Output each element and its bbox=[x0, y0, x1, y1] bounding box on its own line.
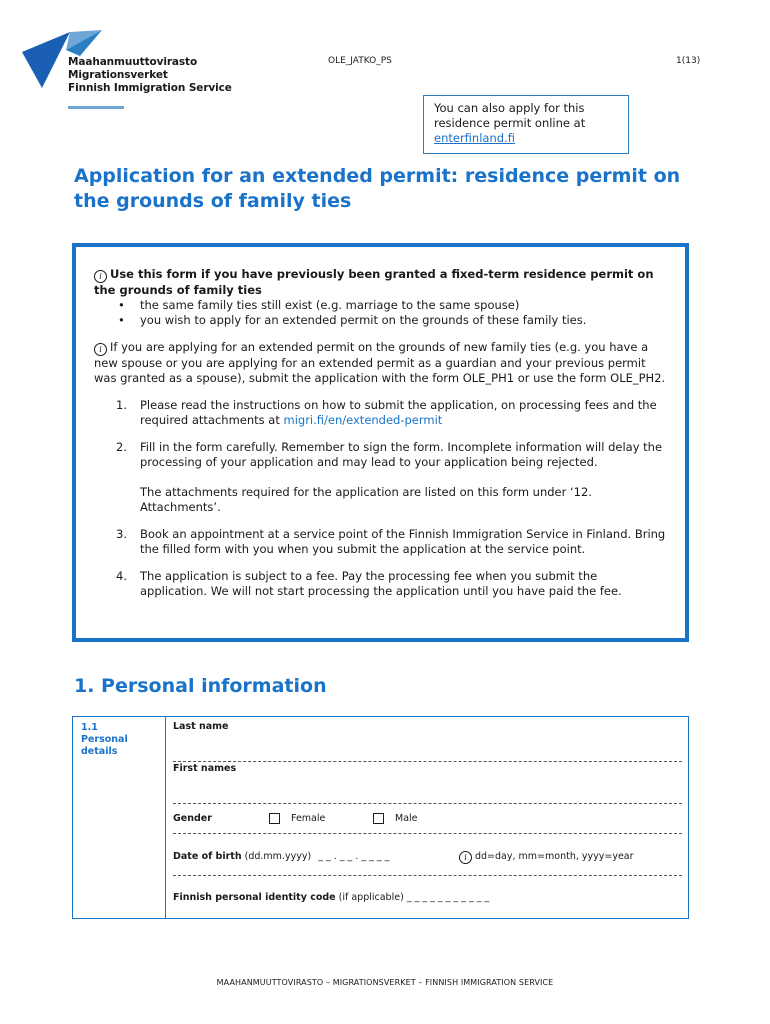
female-checkbox[interactable] bbox=[269, 813, 280, 824]
pid-note: (if applicable) bbox=[338, 892, 404, 903]
step-3: 3. Book an appointment at a service point of the Finnish Immigration Service in Finland. Bring the filled form with you when you submit the application at the service point. bbox=[116, 527, 666, 556]
male-label: Male bbox=[395, 813, 418, 824]
list-item: • the same family ties still exist (e.g. marriage to the same spouse) bbox=[94, 298, 667, 313]
pid-input-mask[interactable]: _ _ _ _ _ _ _ _ _ _ _ bbox=[406, 892, 490, 903]
gender-row bbox=[173, 813, 682, 834]
male-checkbox[interactable] bbox=[373, 813, 384, 824]
page-footer: MAAHANMUUTTOVIRASTO – MIGRATIONSVERKET – FINNISH IMMIGRATION SERVICE bbox=[216, 978, 554, 987]
list-item: • you wish to apply for an extended permit on the grounds of these family ties. bbox=[94, 313, 667, 328]
first-names-label: First names bbox=[173, 763, 237, 774]
personal-details-label: 1.1 Personal details bbox=[73, 717, 166, 918]
page-number: 1(13) bbox=[676, 56, 701, 66]
attachments-note: The attachments required for the application are listed on this form under ‘12. Attachments’. bbox=[140, 485, 592, 514]
agency-name-en: Finnish Immigration Service bbox=[68, 82, 232, 94]
gender-label: Gender bbox=[173, 813, 212, 824]
personal-details-table bbox=[72, 716, 689, 919]
enterfinland-link[interactable]: enterfinland.fi bbox=[434, 131, 515, 145]
migri-extended-permit-link[interactable]: migri.fi/en/extended-permit bbox=[283, 413, 443, 427]
step-4: 4. The application is subject to a fee. Pay the processing fee when you submit the application. We will not start processing the application until you have paid the fee. bbox=[116, 569, 622, 598]
condition-list bbox=[94, 298, 667, 328]
step-2: 2. Fill in the form carefully. Remember to sign the form. Incomplete information will delay the processing of your application and may lead to your application being rejected. The attachments required for the application are listed on this form under ‘12. Attachments’. bbox=[116, 440, 663, 514]
instructions-box bbox=[72, 243, 689, 642]
new-family-ties-note: If you are applying for an extended permit on the grounds of new family ties (e.g. you have a new spouse or you are applying for an extended permit as a guardian and your previous permit was granted as a spouse), submit the application with the form OLE_PH1 or use the form OLE_PH2. bbox=[94, 340, 666, 385]
agency-name-fi: Maahanmuuttovirasto bbox=[68, 56, 198, 68]
dob-format: (dd.mm.yyyy) bbox=[244, 851, 312, 862]
dob-hint: dd=day, mm=month, yyyy=year bbox=[475, 851, 634, 862]
step-1: 1. Please read the instructions on how to submit the application, on processing fees and the required attachments at migri.fi/en/extended-permit bbox=[116, 398, 657, 427]
section-title-personal-info: 1. Personal information bbox=[74, 675, 327, 697]
first-names-field[interactable] bbox=[173, 763, 682, 804]
steps-list bbox=[94, 398, 667, 599]
info-icon: i bbox=[94, 270, 107, 283]
last-name-field[interactable] bbox=[173, 721, 682, 762]
agency-name bbox=[68, 56, 232, 95]
page-title: Application for an extended permit: residence permit on the grounds of family ties bbox=[74, 165, 681, 212]
header-rule bbox=[68, 106, 124, 109]
last-name-label: Last name bbox=[173, 721, 229, 732]
use-form-heading: Use this form if you have previously been granted a fixed-term residence permit on the grounds of family ties bbox=[94, 267, 654, 297]
female-label: Female bbox=[291, 813, 326, 824]
agency-name-sv: Migrationsverket bbox=[68, 69, 168, 81]
dob-label: Date of birth bbox=[173, 851, 242, 862]
personal-id-row[interactable] bbox=[173, 892, 682, 912]
online-box-line1: You can also apply for this bbox=[434, 101, 585, 115]
dob-input-mask[interactable]: _ _ . _ _ . _ _ _ _ bbox=[318, 851, 390, 862]
date-of-birth-row[interactable] bbox=[173, 851, 682, 876]
online-apply-box bbox=[423, 95, 629, 154]
info-icon: i bbox=[94, 343, 107, 356]
info-icon: i bbox=[459, 851, 472, 864]
online-box-line2: residence permit online at bbox=[434, 116, 586, 130]
document-code: OLE_JATKO_PS bbox=[328, 56, 392, 66]
pid-label: Finnish personal identity code bbox=[173, 892, 336, 903]
